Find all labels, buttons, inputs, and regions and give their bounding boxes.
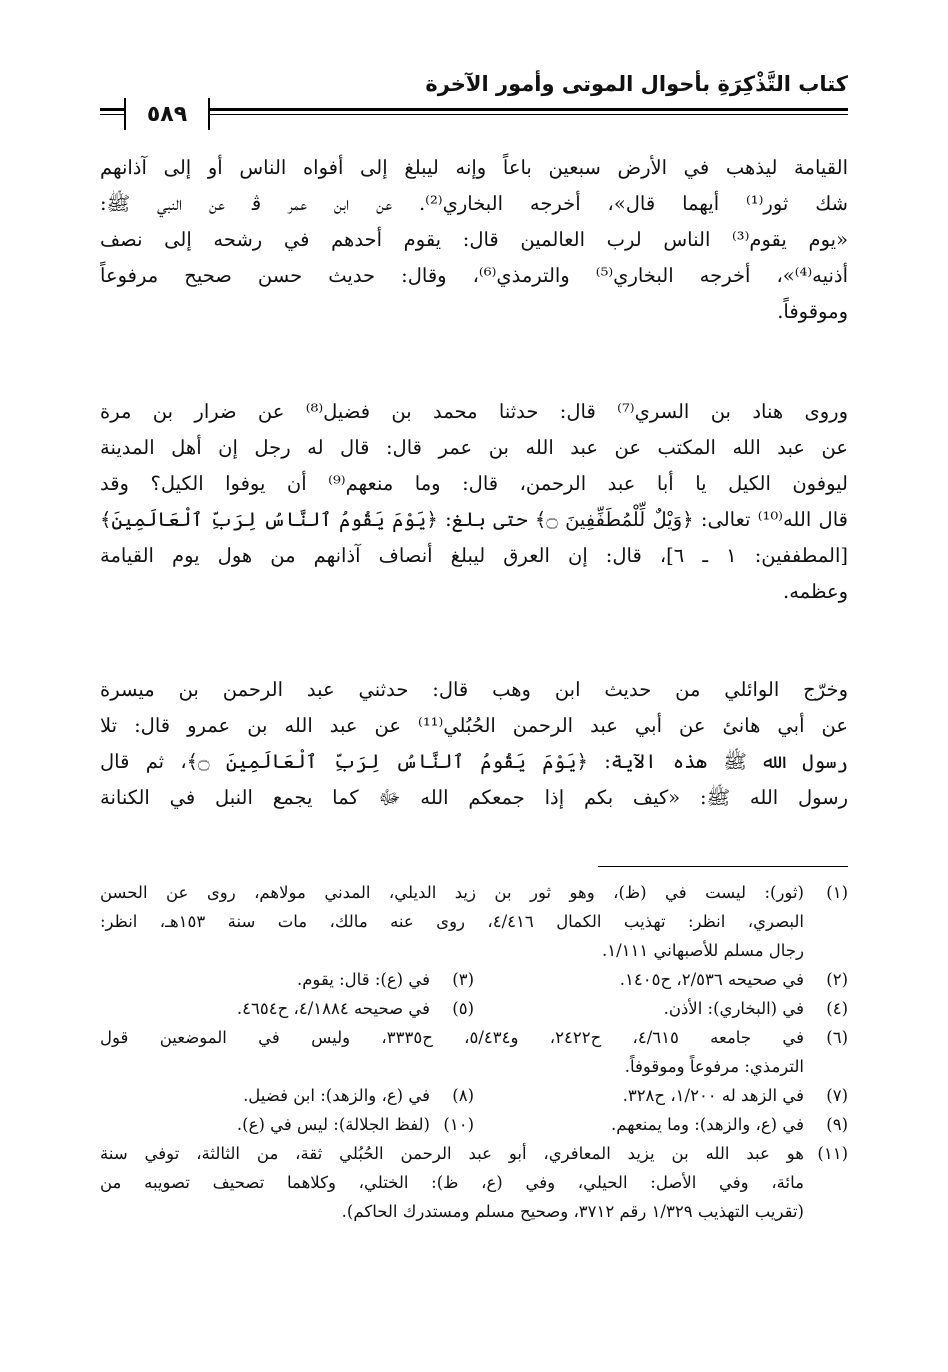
text-line: رسول الله ﷺ هذه الآية: ﴿يَوْمَ يَقُومُ ٱلنَّاسُ لِرَبِّ ٱلْعَالَمِينَ ۝﴾، ثم قال [100, 750, 849, 773]
page-number: ٥٨٩ [124, 98, 210, 130]
footnote-text: في صحيحه ٢/٥٣٦، ح١٤٠٥. [619, 970, 804, 989]
text-line: «يوم يقوم⁽³⁾ الناس لرب العالمين قال: يقوم أحدهم في رشحه إلى نصف [100, 228, 848, 251]
footnote-text: في (ع): قال: يقوم. [296, 970, 430, 989]
running-title: كتاب التَّذْكِرَةِ بأحوال الموتى وأمور الآخرة [425, 72, 848, 96]
footnote-10 [237, 1110, 474, 1139]
text-line: رسول الله ﷺ: «كيف بكم إذا جمعكم الله ﷻ كما يجمع النبل في الكنانة [100, 786, 848, 809]
footnote-row [100, 994, 848, 1023]
paragraph-1 [100, 150, 848, 330]
footnote-separator [598, 866, 848, 867]
text-line: [المطففين: ١ ـ ٦]، قال: إن العرق ليبلغ أنصاف آذانهم من هول يوم القيامة [100, 544, 848, 567]
footnote-line: (ثور): ليست في (ظ)، وهو ثور بن زيد الديلي، المدني مولاهم، روى عن الحسن [100, 883, 804, 902]
paragraph-3 [100, 672, 848, 816]
footnote-5 [237, 994, 474, 1023]
text-line: وخرّج الوائلي من حديث ابن وهب قال: حدثني عبد الرحمن بن ميسرة [100, 678, 848, 701]
footnote-text: في (البخاري): الأذن. [663, 999, 804, 1018]
footnote-7 [474, 1081, 848, 1110]
footnote-2 [474, 965, 848, 994]
footnote-text: في (ع، والزهد): وما يمنعهم. [610, 1115, 804, 1134]
footnote-text: (لفظ الجلالة): ليس في (ع). [236, 1115, 430, 1134]
footnote-line: البصري، انظر: تهذيب الكمال ٤/٤١٦، روى عنه مالك، مات سنة ١٥٣هـ، انظر: [100, 912, 804, 931]
footnote-text: في (ع، والزهد): ابن فضيل. [243, 1086, 430, 1105]
footnote-number: (٤) [826, 999, 848, 1018]
footnote-line: (تقريب التهذيب ١/٣٢٩ رقم ٣٧١٢، وصحيح مسلم ومستدرك الحاكم). [341, 1202, 804, 1221]
footnote-8 [243, 1081, 474, 1110]
footnote-line: رجال مسلم للأصبهاني ١/١١١. [601, 941, 804, 960]
footnote-number: (٣) [452, 970, 474, 989]
footnote-number: (٢) [826, 970, 848, 989]
footnote-number: (٦) [826, 1028, 848, 1047]
text-line: وموقوفاً. [777, 300, 848, 323]
text-line: ليوفون الكيل يا أبا عبد الرحمن، قال: وما منعهم⁽⁹⁾ أن يوفوا الكيل؟ وقد [100, 472, 848, 495]
footnote-line: مائة، وفي الأصل: الحيلي، وفي (ع، ظ): الختلي، وكلاهما تصحيف تصويبه من [100, 1173, 804, 1192]
text-line: أذنيه⁽⁴⁾»، أخرجه البخاري⁽⁵⁾ والترمذي⁽⁶⁾، وقال: حديث حسن صحيح مرفوعاً [100, 264, 848, 287]
footnote-line: هو عبد الله بن يزيد المعافري، أبو عبد الرحمن الحُبُلي ثقة، من الثالثة، توفي سنة [100, 1144, 804, 1163]
footnote-3 [297, 965, 474, 994]
footnote-4 [474, 994, 848, 1023]
footnote-number: (٧) [826, 1086, 848, 1105]
footnote-11 [100, 1139, 848, 1226]
text-line: قال الله⁽¹⁰⁾ تعالى: ﴿وَيْلٌ لِّلْمُطَفِّفِينَ ۝﴾ حتى بلغ: ﴿يَوْمَ يَقُومُ ٱلنَّاسُ لِرَبِّ ٱلْعَالَمِينَ﴾ [100, 508, 848, 531]
footnote-line: الترمذي: مرفوعاً وموقوفاً. [624, 1057, 804, 1076]
footnote-9 [474, 1110, 848, 1139]
text-line: القيامة ليذهب في الأرض سبعين باعاً وإنه ليبلغ إلى أفواه الناس أو إلى آذانهم [100, 156, 848, 179]
header-rule-thick [100, 108, 848, 111]
header-rule-thin [100, 114, 848, 115]
footnote-number: (٨) [452, 1086, 474, 1105]
text-line: وروى هناد بن السري⁽⁷⁾ قال: حدثنا محمد بن فضيل⁽⁸⁾ عن ضرار بن مرة [100, 400, 848, 423]
footnote-number: (١١) [817, 1144, 848, 1163]
footnote-row [100, 1081, 848, 1110]
text-line: شك ثور⁽¹⁾ أيهما قال»، أخرجه البخاري⁽²⁾. عن ابن عمر ﭬ عن النبي ﷺ: [100, 192, 848, 215]
footnote-line: في جامعه ٤/٦١٥، ح٢٤٢٢، و٥/٤٣٤، ح٣٣٣٥، وليس في الموضعين قول [100, 1028, 804, 1047]
footnote-number: (٩) [826, 1115, 848, 1134]
footnote-number: (١٠) [443, 1115, 474, 1134]
text-line: عن عبد الله المكتب عن عبد الله بن عمر قال: قال له رجل إن أهل المدينة [100, 436, 848, 459]
footnote-row [100, 1110, 848, 1139]
footnotes [100, 878, 848, 1226]
page-header [100, 58, 848, 128]
footnote-1 [100, 878, 848, 965]
footnote-row [100, 965, 848, 994]
footnote-text: في صحيحه ٤/١٨٨٤، ح٤٦٥٤. [236, 999, 430, 1018]
footnote-number: (١) [826, 883, 848, 902]
footnote-text: في الزهد له ١/٢٠٠، ح٣٢٨. [622, 1086, 804, 1105]
text-line: عن أبي هانئ عن أبي عبد الرحمن الحُبُلي⁽¹¹⁾ عن عبد الله بن عمرو قال: تلا [100, 714, 849, 737]
paragraph-2 [100, 394, 848, 610]
footnote-number: (٥) [452, 999, 474, 1018]
text-line: وعظمه. [783, 580, 848, 603]
footnote-6 [100, 1023, 848, 1081]
